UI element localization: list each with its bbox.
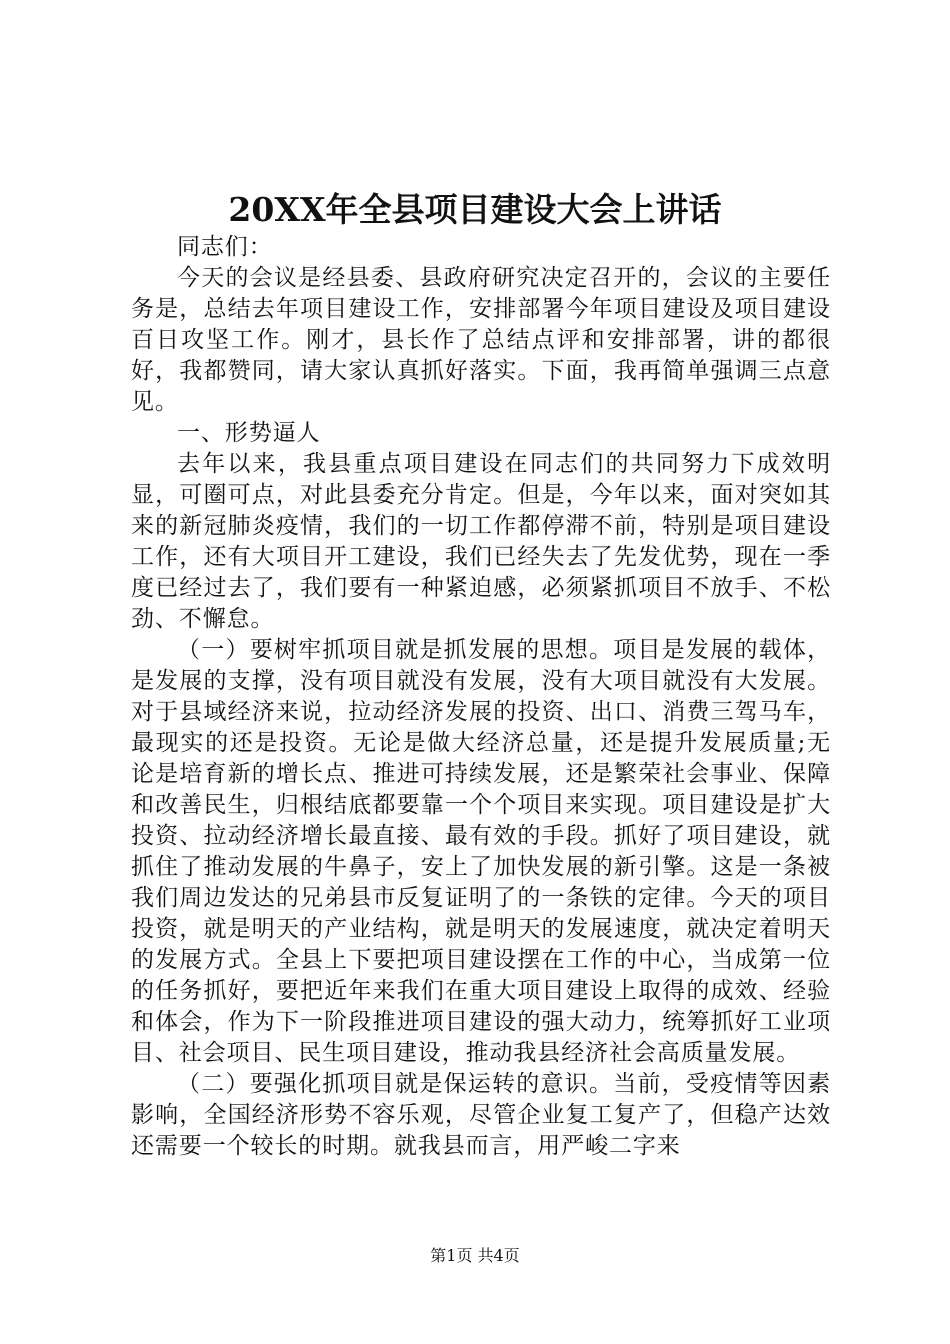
section-heading: 一、形势逼人 (177, 420, 321, 446)
document-body (131, 232, 831, 1162)
paragraph-situation: 去年以来，我县重点项目建设在同志们的共同努力下成效明显，可圈可点，对此县委充分肯定。但是，今年以来，面对突如其来的新冠肺炎疫情，我们的一切工作都停滞不前，特别是项目建设工作，还有大项目开工建设，我们已经失去了先发优势，现在一季度已经过去了，我们要有一种紧迫感，必须紧抓项目不放手、不松劲、不懈怠。 (131, 451, 831, 632)
page-footer: 第1页 共4页 (430, 1246, 520, 1265)
paragraph-point-1: （一）要树牢抓项目就是抓发展的思想。项目是发展的载体，是发展的支撑，没有项目就没有发展，没有大项目就没有大发展。对于县域经济来说，拉动经济发展的投资、出口、消费三驾马车，最现实的还是投资。无论是做大经济总量，还是提升发展质量;无论是培育新的增长点、推进可持续发展，还是繁荣社会事业、保障和改善民生，归根结底都要靠一个个项目来实现。项目建设是扩大投资、拉动经济增长最直接、最有效的手段。抓好了项目建设，就抓住了推动发展的牛鼻子，安上了加快发展的新引擎。这是一条被我们周边发达的兄弟县市反复证明了的一条铁的定律。今天的项目投资，就是明天的产业结构，就是明天的发展速度，就决定着明天的发展方式。全县上下要把项目建设摆在工作的中心，当成第一位的任务抓好，要把近年来我们在重大项目建设上取得的成效、经验和体会，作为下一阶段推进项目建设的强大动力，统筹抓好工业项目、社会项目、民生项目建设，推动我县经济社会高质量发展。 (131, 637, 831, 1066)
paragraph-intro: 今天的会议是经县委、县政府研究决定召开的，会议的主要任务是，总结去年项目建设工作，安排部署今年项目建设及项目建设百日攻坚工作。刚才，县长作了总结点评和安排部署，讲的都很好，我都赞同，请大家认真抓好落实。下面，我再简单强调三点意见。 (131, 265, 831, 415)
document-title: 20XX年全县项目建设大会上讲话 (228, 190, 722, 229)
paragraph-salutation: 同志们： (177, 234, 273, 260)
paragraph-point-2: （二）要强化抓项目就是保运转的意识。当前，受疫情等因素影响，全国经济形势不容乐观，尽管企业复工复产了，但稳产达效还需要一个较长的时期。就我县而言，用严峻二字来 (131, 1071, 831, 1159)
